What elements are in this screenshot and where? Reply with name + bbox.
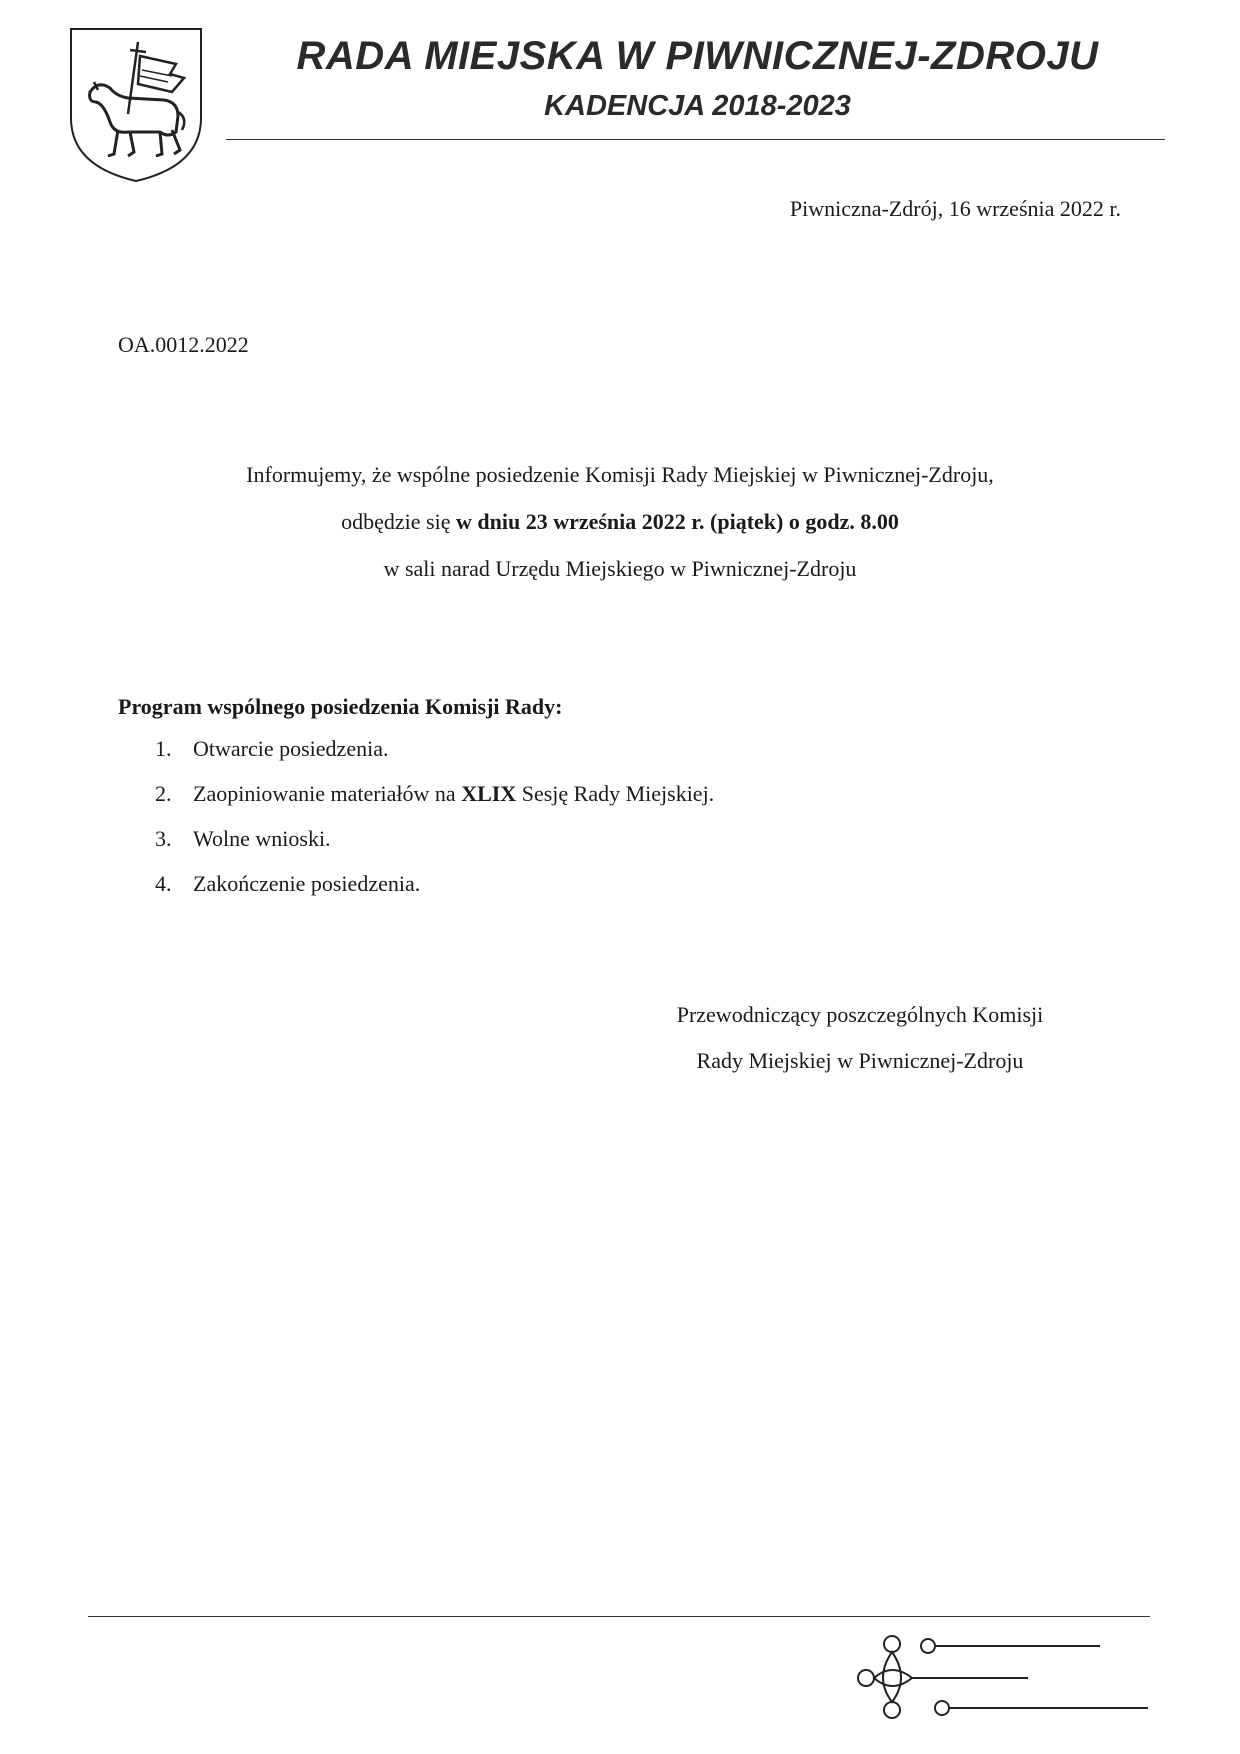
notice-line-2-prefix: odbędzie się xyxy=(341,509,456,534)
agenda-item-text: Zakończenie posiedzenia. xyxy=(193,871,421,896)
agenda-item-number: 1. xyxy=(155,736,172,761)
agenda-item-number: 3. xyxy=(155,826,172,851)
agenda-item-text: Zaopiniowanie materiałów na XLIX Sesję Rady Miejskiej. xyxy=(193,781,715,806)
notice-line-3: w sali narad Urzędu Miejskiego w Piwnicznej-Zdroju xyxy=(383,556,857,581)
decorative-knot-icon xyxy=(852,1626,1152,1726)
agenda-item-text: Otwarcie posiedzenia. xyxy=(193,736,389,761)
agenda-item xyxy=(155,826,714,871)
agenda-item-number: 4. xyxy=(155,871,172,896)
agenda-item xyxy=(155,781,714,826)
agenda-item-number: 2. xyxy=(155,781,172,806)
agenda-heading: Program wspólnego posiedzenia Komisji Rady: xyxy=(118,694,563,719)
meeting-date-time: w dniu 23 września 2022 r. (piątek) o godz. 8.00 xyxy=(455,509,899,534)
session-number: XLIX xyxy=(461,781,517,806)
reference-number: OA.0012.2022 xyxy=(118,332,249,357)
notice-line-2 xyxy=(0,509,1240,535)
agenda-item xyxy=(155,871,714,916)
term-subtitle: KADENCJA 2018-2023 xyxy=(544,90,851,122)
header-divider xyxy=(226,139,1165,140)
signature-line-1: Przewodniczący poszczególnych Komisji xyxy=(676,1002,1044,1027)
place-date: Piwniczna-Zdrój, 16 września 2022 r. xyxy=(789,196,1121,221)
council-title: RADA MIEJSKA W PIWNICZNEJ-ZDROJU xyxy=(296,34,1099,78)
coat-of-arms-icon xyxy=(68,26,204,184)
agenda-list xyxy=(155,736,714,916)
agenda-item-text: Wolne wnioski. xyxy=(193,826,331,851)
notice-line-1: Informujemy, że wspólne posiedzenie Komisji Rady Miejskiej w Piwnicznej-Zdroju, xyxy=(246,462,994,487)
signature-line-2: Rady Miejskiej w Piwnicznej-Zdroju xyxy=(696,1048,1024,1073)
footer-divider xyxy=(88,1616,1150,1617)
agenda-item xyxy=(155,736,714,781)
